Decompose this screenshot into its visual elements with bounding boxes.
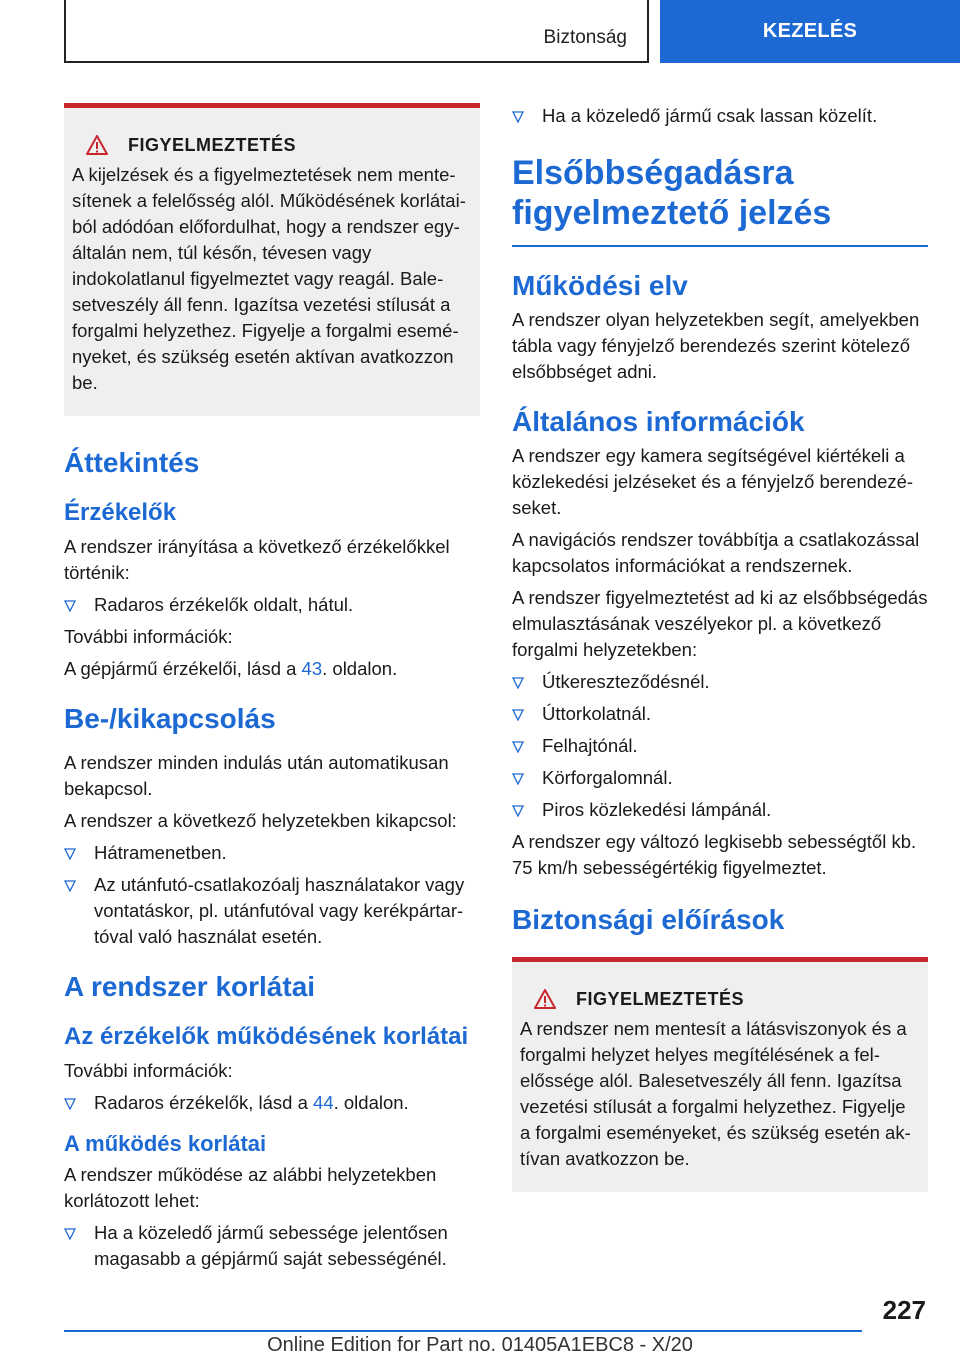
page-link-43[interactable]: 43 xyxy=(301,658,323,679)
sensors-heading: Érzékelők xyxy=(64,499,177,526)
bullet-triangle-icon xyxy=(512,677,524,689)
bullet-triangle-icon xyxy=(512,111,524,123)
limits-heading: A rendszer korlátai xyxy=(64,971,316,1002)
sensors-list xyxy=(64,592,480,618)
bullet-triangle-icon xyxy=(512,741,524,753)
footer-divider xyxy=(64,1330,862,1332)
list-item xyxy=(64,1090,480,1116)
list-item xyxy=(512,797,928,823)
left-column xyxy=(64,103,480,1278)
list-item xyxy=(512,765,928,791)
list-item-text: Ha a közeledő jármű csak lassan közelít. xyxy=(542,105,878,126)
more-info-label: További információk: xyxy=(64,1060,233,1081)
list-item-text: Az utánfutó-csatlakozóalj használatakor vagy vontatáskor, pl. utánfutóval vagy kerékpártartóval való használat esetén. xyxy=(94,874,465,947)
list-item xyxy=(64,1220,480,1272)
warning-title xyxy=(72,132,472,158)
bullet-triangle-icon xyxy=(64,1228,76,1240)
sensor-limits-list xyxy=(64,1090,480,1116)
situations-list xyxy=(512,669,928,823)
list-item-text: Felhajtónál. xyxy=(542,735,638,756)
list-item xyxy=(512,669,928,695)
safety-heading: Biztonsági előírások xyxy=(512,904,785,935)
list-item xyxy=(64,872,480,950)
sensors-reference xyxy=(64,656,480,682)
warning-title-text: FIGYELMEZTETÉS xyxy=(576,989,745,1009)
warning-title xyxy=(520,986,920,1012)
list-item xyxy=(512,103,928,129)
list-item-text: Útkereszteződésnél. xyxy=(542,671,710,692)
right-column xyxy=(512,103,928,1192)
list-item xyxy=(512,733,928,759)
page-number: 227 xyxy=(882,1295,926,1325)
header-section-title: Biztonság xyxy=(543,27,627,48)
switch-text-1: A rendszer minden indulás után automatikusan bekapcsol. xyxy=(64,752,449,799)
list-item xyxy=(64,840,480,866)
more-info-label: További információk: xyxy=(64,626,233,647)
general-text-1: A rendszer egy kamera segítségével kiértékeli a közlekedési jelzéseket és a fényjelző berendezéseket. xyxy=(512,445,914,518)
general-text-4: A rendszer egy változó legkisebb sebességtől kb. 75 km/h sebességértékig figyelmeztet. xyxy=(512,831,917,878)
warning-title-text: FIGYELMEZTETÉS xyxy=(128,135,297,155)
list-item xyxy=(64,592,480,618)
bullet-triangle-icon xyxy=(64,1098,76,1110)
list-item-text: Körforgalomnál. xyxy=(542,767,673,788)
warning-triangle-icon xyxy=(86,135,108,155)
sensor-limits-heading: Az érzékelők működésének korlátai xyxy=(64,1023,469,1050)
list-item-text: Radaros érzékelők, lásd a xyxy=(94,1092,314,1113)
bullet-triangle-icon xyxy=(512,709,524,721)
warning-box xyxy=(64,103,480,416)
principle-heading: Működési elv xyxy=(512,270,688,301)
general-text-2: A navigációs rendszer továbbítja a csatlakozással kapcsolatos információkat a rendszernek. xyxy=(512,529,920,576)
list-item-text: Radaros érzékelők oldalt, hátul. xyxy=(94,594,354,615)
header-chapter-label: KEZELÉS xyxy=(762,20,858,42)
bullet-triangle-icon xyxy=(64,600,76,612)
header-frame xyxy=(64,0,649,63)
principle-text: A rendszer olyan helyzetekben segít, amelyekben tábla vagy fényjelző berendezés szerint kötelező elsőbbséget adni. xyxy=(512,309,920,382)
overview-heading: Áttekintés xyxy=(64,447,200,478)
warning-text: A kijelzések és a figyelmeztetések nem mentesítenek a felelősség alól. Működésének korlátaiból adódóan előfordulhat, hogy a rendszer egyáltalán nem, túl későn, tévesen vagy indokolatlanul figyelmeztet vagy reagál. Balesetveszély áll fenn. Igazítsa vezetési stílusát a forgalmi helyzethez. Figyelje a forgalmi eseményeket, és szükség esetén aktívan avatkozzon be. xyxy=(72,164,466,393)
switch-list xyxy=(64,840,480,950)
footer-edition-text: Online Edition for Part no. 01405A1EBC8 - X/20 xyxy=(267,1334,693,1356)
page-link-44[interactable]: 44 xyxy=(313,1092,334,1113)
header-chapter-tab xyxy=(660,0,960,63)
main-section-title: Elsőbbségadásra figyelmeztető jelzés xyxy=(512,153,928,247)
list-item-text: Úttorkolatnál. xyxy=(542,703,651,724)
warning-triangle-icon xyxy=(534,989,556,1009)
bullet-triangle-icon xyxy=(64,880,76,892)
list-item-text: Hátramenetben. xyxy=(94,842,227,863)
function-limits-list xyxy=(64,1220,480,1272)
switch-text-2: A rendszer a következő helyzetekben kikapcsol: xyxy=(64,810,457,831)
switch-heading: Be-/kikapcsolás xyxy=(64,703,276,734)
function-limits-heading: A működés korlátai xyxy=(64,1131,267,1156)
reference-text: A gépjármű érzékelői, lásd a xyxy=(64,658,302,679)
warning-text: A rendszer nem mentesít a látásviszonyok és a forgalmi helyzet helyes megítélésének a felelőssége alól. Balesetveszély áll fenn. Igazítsa vezetési stílusát a forgalmi helyzethez. Figyelje a forgalmi eseményeket, és szükség esetén aktívan avatkozzon be. xyxy=(520,1018,911,1169)
general-info-heading: Általános információk xyxy=(512,406,805,437)
list-item-text: Piros közlekedési lámpánál. xyxy=(542,799,772,820)
bullet-triangle-icon xyxy=(512,773,524,785)
continued-list xyxy=(512,103,928,129)
general-text-3: A rendszer figyelmeztetést ad ki az elsőbbségedás elmulasztásának veszélyekor pl. a következő forgalmi helyzetekben: xyxy=(512,587,928,660)
list-item xyxy=(512,701,928,727)
function-limits-text: A rendszer működése az alábbi helyzetekben korlátozott lehet: xyxy=(64,1164,437,1211)
reference-suffix: . oldalon. xyxy=(333,1092,409,1113)
sensors-text: A rendszer irányítása a következő érzékelőkkel történik: xyxy=(64,536,450,583)
reference-suffix: . oldalon. xyxy=(322,658,398,679)
warning-box xyxy=(512,957,928,1192)
list-item-text: Ha a közeledő jármű sebessége jelentősen magasabb a gépjármű saját sebességénél. xyxy=(94,1222,448,1269)
bullet-triangle-icon xyxy=(64,848,76,860)
bullet-triangle-icon xyxy=(512,805,524,817)
